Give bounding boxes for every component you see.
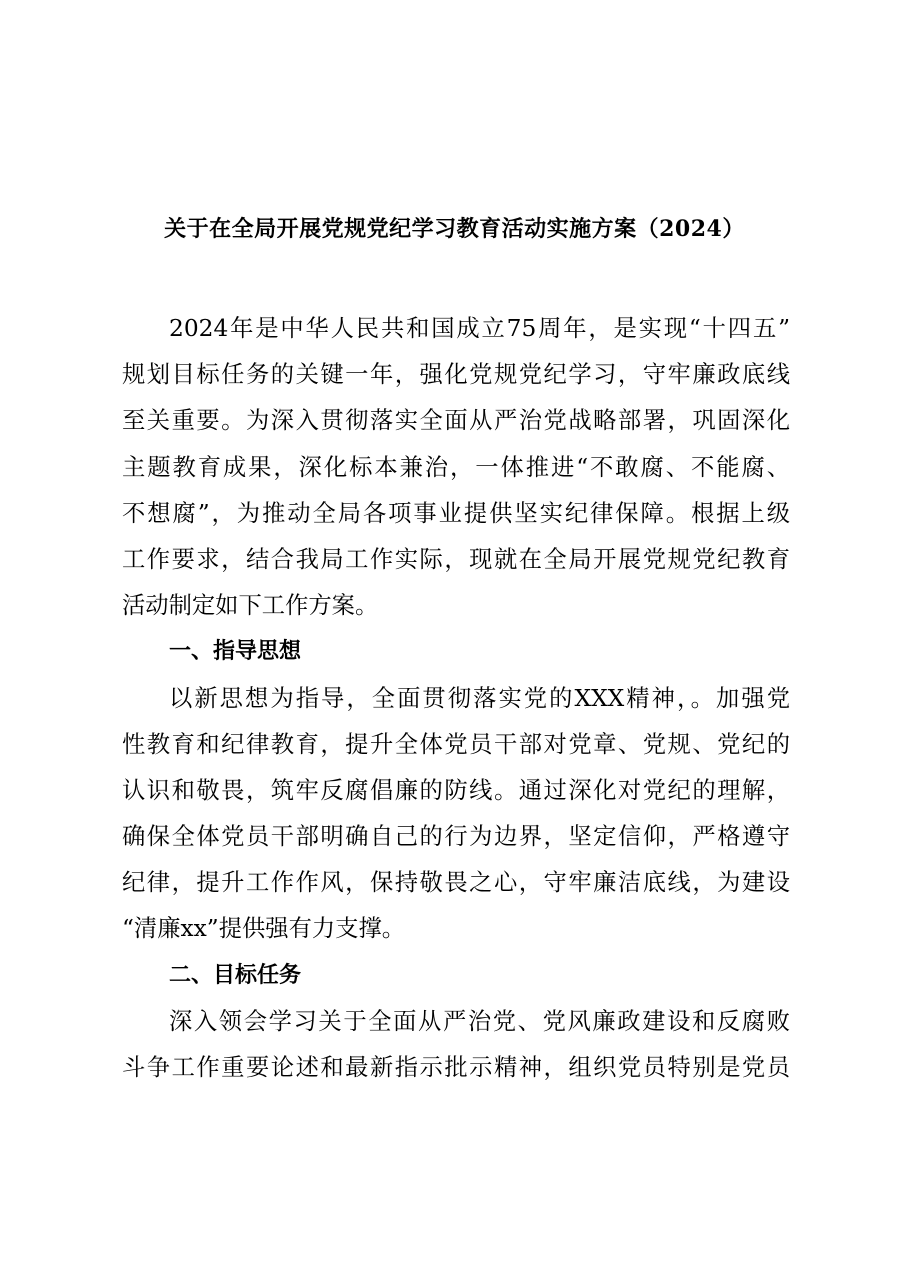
paragraph-line: 斗争工作重要论述和最新指示批示精神，组织党员特别是党员 xyxy=(122,1054,790,1081)
paragraph-line: 至关重要。为深入贯彻落实全面从严治党战略部署，巩固深化 xyxy=(122,407,790,435)
intro-paragraph xyxy=(122,306,790,629)
paragraph-line: 深入领会学习关于全面从严治党、党风廉政建设和反腐败 xyxy=(169,1007,790,1035)
paragraph-line: 认识和敬畏，筑牢反腐倡廉的防线。通过深化对党纪的理解， xyxy=(122,776,790,804)
section-heading-goals-tasks: 二、目标任务 xyxy=(169,962,302,988)
document-body xyxy=(122,306,790,1091)
paragraph-line: 以新思想为指导，全面贯彻落实党的XXX精神，。加强党 xyxy=(169,684,790,712)
paragraph-line: 不想腐”，为推动全局各项事业提供坚实纪律保障。根据上级 xyxy=(122,499,790,527)
paragraph-line: 2024年是中华人民共和国成立75周年，是实现“十四五” xyxy=(169,315,790,342)
section-heading-guiding-thought: 一、指导思想 xyxy=(169,639,302,665)
paragraph-line: 活动制定如下工作方案。 xyxy=(122,592,379,620)
paragraph-line: “清廉xx”提供强有力支撑。 xyxy=(122,915,406,943)
paragraph-line: 规划目标任务的关键一年，强化党规党纪学习，守牢廉政底线 xyxy=(122,361,790,389)
paragraph-line: 主题教育成果，深化标本兼治，一体推进“不敢腐、不能腐、 xyxy=(122,453,790,481)
paragraph-line: 性教育和纪律教育，提升全体党员干部对党章、党规、党纪的 xyxy=(122,730,790,758)
paragraph-line: 工作要求，结合我局工作实际，现就在全局开展党规党纪教育 xyxy=(122,545,790,573)
section2-paragraph xyxy=(122,999,790,1091)
section1-paragraph xyxy=(122,676,790,953)
paragraph-line: 纪律，提升工作作风，保持敬畏之心，守牢廉洁底线，为建设 xyxy=(122,869,790,897)
document-title: 关于在全局开展党规党纪学习教育活动实施方案（2024） xyxy=(164,216,745,242)
paragraph-line: 确保全体党员干部明确自己的行为边界，坚定信仰，严格遵守 xyxy=(122,823,790,851)
